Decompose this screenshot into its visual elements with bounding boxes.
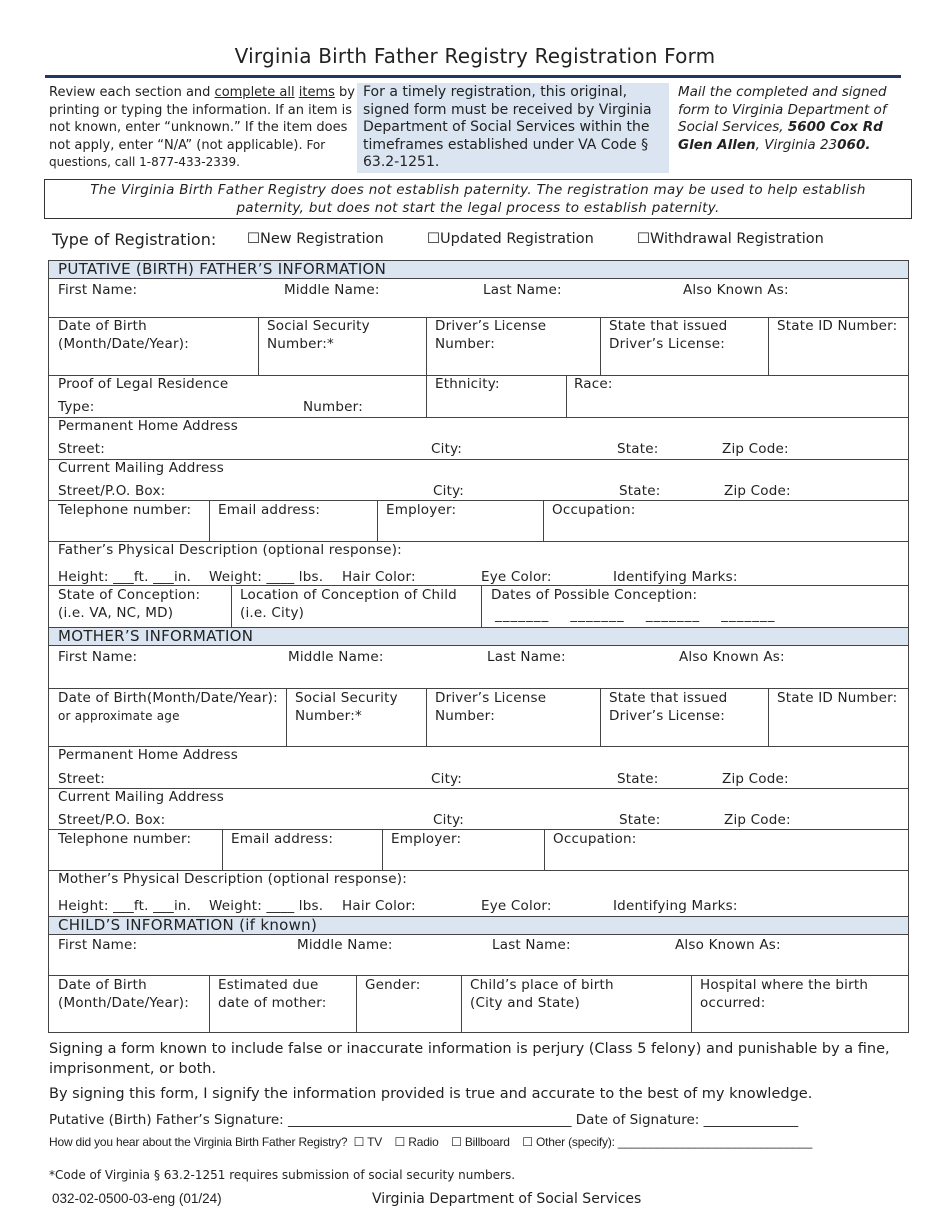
- title-rule: [45, 75, 901, 78]
- conception-dates-blanks[interactable]: _______ _______ _______ _______: [495, 607, 776, 623]
- divider: [544, 829, 545, 870]
- divider: [768, 317, 769, 375]
- divider: [382, 829, 383, 870]
- mother-perm-street-field[interactable]: Street:: [58, 771, 105, 787]
- divider: [566, 375, 567, 417]
- mother-identifying-marks-field[interactable]: Identifying Marks:: [613, 898, 738, 914]
- mailing-instructions: [678, 84, 906, 154]
- father-ssn-label-2: Number:*: [267, 335, 334, 352]
- child-place-of-birth-field[interactable]: [470, 977, 614, 1012]
- mailing-zip: 060.: [837, 136, 871, 153]
- conception-state-label: State of Conception:: [58, 587, 201, 603]
- mother-ssn-label-2: Number:*: [295, 707, 362, 724]
- child-aka-field[interactable]: Also Known As:: [675, 937, 781, 953]
- mother-dob-hint: or approximate age: [58, 708, 180, 723]
- father-ssn-field[interactable]: [267, 318, 370, 353]
- father-perm-street-field[interactable]: Street:: [58, 441, 105, 457]
- divider: [222, 829, 223, 870]
- father-ethnicity-field[interactable]: Ethnicity:: [435, 376, 500, 392]
- mother-phone-field[interactable]: Telephone number:: [58, 831, 192, 847]
- divider: [377, 500, 378, 541]
- mother-middle-name-field[interactable]: Middle Name:: [288, 649, 384, 665]
- father-email-field[interactable]: Email address:: [218, 502, 321, 518]
- father-residence-number-field[interactable]: Number:: [303, 399, 363, 415]
- father-height-field[interactable]: Height: ___ft. ___in.: [58, 569, 192, 585]
- mother-dl-state-field[interactable]: [609, 690, 727, 725]
- mother-dob-label: Date of Birth(Month/Date/Year):: [58, 690, 278, 706]
- registration-type-label: Type of Registration:: [52, 230, 217, 249]
- mother-state-id-field[interactable]: State ID Number:: [777, 690, 898, 706]
- mother-mail-address-label: Current Mailing Address: [58, 789, 224, 805]
- mother-ssn-field[interactable]: [295, 690, 398, 725]
- divider: [48, 975, 909, 976]
- father-perm-address-label: Permanent Home Address: [58, 418, 239, 434]
- mother-last-name-field[interactable]: Last Name:: [487, 649, 566, 665]
- divider: [768, 688, 769, 746]
- mother-perm-state-field[interactable]: State:: [617, 771, 659, 787]
- updated-registration-checkbox[interactable]: ☐Updated Registration: [427, 231, 594, 247]
- father-dl-label: Driver’s License: [435, 318, 547, 334]
- father-phone-field[interactable]: Telephone number:: [58, 502, 192, 518]
- withdrawal-registration-checkbox[interactable]: ☐Withdrawal Registration: [637, 231, 824, 247]
- father-perm-state-field[interactable]: State:: [617, 441, 659, 457]
- father-dl-state-label-2: Driver’s License:: [609, 335, 726, 352]
- father-race-field[interactable]: Race:: [574, 376, 613, 392]
- child-dob-label: Date of Birth: [58, 977, 147, 993]
- divider: [48, 1032, 909, 1033]
- mother-perm-zip-field[interactable]: Zip Code:: [722, 771, 789, 787]
- child-due-date-field[interactable]: [218, 977, 326, 1012]
- father-mail-city-field[interactable]: City:: [433, 483, 465, 499]
- mother-perm-city-field[interactable]: City:: [431, 771, 463, 787]
- divider: [48, 829, 909, 830]
- father-physical-description-label: Father’s Physical Description (optional response):: [58, 542, 402, 558]
- page-title: Virginia Birth Father Registry Registration Form: [234, 44, 716, 68]
- divider: [209, 975, 210, 1033]
- instructions: [49, 84, 359, 172]
- child-last-name-field[interactable]: Last Name:: [492, 937, 571, 953]
- instructions-phone: For questions, call 1-877-433-2339.: [49, 137, 326, 169]
- father-dl-field[interactable]: [435, 318, 546, 353]
- divider: [426, 317, 427, 375]
- father-last-name-field[interactable]: Last Name:: [483, 282, 562, 298]
- child-dob-format: (Month/Date/Year):: [58, 994, 189, 1011]
- child-hospital-field[interactable]: [700, 977, 868, 1012]
- father-dl-state-field[interactable]: [609, 318, 727, 353]
- new-registration-checkbox[interactable]: ☐New Registration: [247, 231, 384, 247]
- father-mail-address-label: Current Mailing Address: [58, 460, 224, 476]
- father-middle-name-field[interactable]: Middle Name:: [284, 282, 380, 298]
- father-state-id-field[interactable]: State ID Number:: [777, 318, 898, 334]
- child-due-label-2: date of mother:: [218, 994, 327, 1011]
- divider: [481, 585, 482, 627]
- mother-perm-address-label: Permanent Home Address: [58, 747, 239, 763]
- mother-mail-city-field[interactable]: City:: [433, 812, 465, 828]
- referral-source-checkboxes[interactable]: How did you hear about the Virginia Birth Father Registry? ☐ TV ☐ Radio ☐ Billboard ☐ Other (specify): ______________________________: [49, 1135, 813, 1149]
- attestation: By signing this form, I signify the information provided is true and accurate to the best of my knowledge.: [49, 1086, 813, 1102]
- father-first-name-field[interactable]: First Name:: [58, 282, 138, 298]
- child-middle-name-field[interactable]: Middle Name:: [297, 937, 393, 953]
- father-aka-field[interactable]: Also Known As:: [683, 282, 789, 298]
- mother-ssn-label: Social Security: [295, 690, 398, 706]
- mother-dl-label: Driver’s License: [435, 690, 547, 706]
- father-weight-field[interactable]: Weight: ____ lbs.: [209, 569, 324, 585]
- child-section-header: CHILD’S INFORMATION (if known): [48, 916, 909, 935]
- father-occupation-field[interactable]: Occupation:: [552, 502, 636, 518]
- divider: [286, 688, 287, 746]
- divider: [461, 975, 462, 1033]
- instructions-text-c: by printing or typing the information. If an item is not known, enter “unknown.” If the item does not apply, enter “N/A” (not applicable).: [49, 85, 355, 153]
- father-residence-type-field[interactable]: Type:: [58, 399, 95, 415]
- mother-dl-field[interactable]: [435, 690, 546, 725]
- mother-occupation-field[interactable]: Occupation:: [553, 831, 637, 847]
- child-dob-field[interactable]: [58, 977, 189, 1012]
- conception-location-field[interactable]: [240, 587, 457, 622]
- father-eye-color-field[interactable]: Eye Color:: [481, 569, 552, 585]
- perjury-warning: Signing a form known to include false or inaccurate information is perjury (Class 5 felony) and punishable by a fine, imprisonment, or both.: [49, 1041, 890, 1077]
- father-mail-zip-field[interactable]: Zip Code:: [724, 483, 791, 499]
- father-identifying-marks-field[interactable]: Identifying Marks:: [613, 569, 738, 585]
- father-section-header: PUTATIVE (BIRTH) FATHER’S INFORMATION: [48, 260, 909, 279]
- conception-dates-label: Dates of Possible Conception:: [491, 587, 698, 603]
- mother-mail-zip-field[interactable]: Zip Code:: [724, 812, 791, 828]
- father-hair-color-field[interactable]: Hair Color:: [342, 569, 416, 585]
- mother-height-field[interactable]: Height: ___ft. ___in.: [58, 898, 192, 914]
- mother-dl-state-label-2: Driver’s License:: [609, 707, 726, 724]
- divider: [426, 375, 427, 417]
- divider: [209, 500, 210, 541]
- mother-hair-color-field[interactable]: Hair Color:: [342, 898, 416, 914]
- mother-email-field[interactable]: Email address:: [231, 831, 334, 847]
- father-employer-field[interactable]: Employer:: [386, 502, 457, 518]
- child-hospital-label: Hospital where the birth: [700, 977, 869, 993]
- mother-mail-state-field[interactable]: State:: [619, 812, 661, 828]
- child-due-label: Estimated due: [218, 977, 319, 993]
- divider: [356, 975, 357, 1033]
- divider: [600, 317, 601, 375]
- divider: [258, 317, 259, 375]
- ssn-footnote: *Code of Virginia § 63.2-1251 requires submission of social security numbers.: [49, 1168, 516, 1182]
- divider: [426, 688, 427, 746]
- mailing-text-a: Mail the completed and signed form to Virginia Department of Social Services,: [678, 84, 887, 135]
- divider: [231, 585, 232, 627]
- instructions-text-a: Review each section and: [49, 85, 215, 100]
- mother-employer-field[interactable]: Employer:: [391, 831, 462, 847]
- paternity-notice: The Virginia Birth Father Registry does not establish paternity. The registration may be used to help establish paternity, but does not start the legal process to establish paternity.: [44, 179, 912, 219]
- divider: [48, 688, 909, 689]
- mother-first-name-field[interactable]: First Name:: [58, 649, 138, 665]
- divider: [691, 975, 692, 1033]
- child-pob-hint: (City and State): [470, 994, 580, 1011]
- father-ssn-label: Social Security: [267, 318, 370, 334]
- child-pob-label: Child’s place of birth: [470, 977, 614, 993]
- divider: [600, 688, 601, 746]
- timely-registration-note: For a timely registration, this original, signed form must be received by Virginia Department of Social Services within the timeframes established under VA Code § 63.2-1251.: [357, 83, 669, 173]
- father-proof-residence-label: Proof of Legal Residence: [58, 376, 229, 392]
- mailing-address: 5600 Cox Rd Glen Allen: [678, 119, 883, 153]
- father-dl-state-label: State that issued: [609, 318, 728, 334]
- agency-footer: Virginia Department of Social Services: [372, 1191, 642, 1207]
- conception-location-label: Location of Conception of Child: [240, 587, 457, 603]
- mother-dl-state-label: State that issued: [609, 690, 728, 706]
- signature-line[interactable]: Putative (Birth) Father’s Signature: __________________________________________ Date of Signature: ______________: [49, 1112, 799, 1128]
- mother-aka-field[interactable]: Also Known As:: [679, 649, 785, 665]
- mother-weight-field[interactable]: Weight: ____ lbs.: [209, 898, 324, 914]
- father-mail-state-field[interactable]: State:: [619, 483, 661, 499]
- conception-state-hint: (i.e. VA, NC, MD): [58, 604, 174, 621]
- father-dob-label: Date of Birth: [58, 318, 147, 334]
- instructions-underline-2: items: [298, 85, 335, 100]
- conception-location-hint: (i.e. City): [240, 604, 305, 621]
- form-number: 032-02-0500-03-eng (01/24): [52, 1191, 222, 1206]
- mother-dob-field[interactable]: [58, 690, 278, 725]
- father-dob-format: (Month/Date/Year):: [58, 335, 189, 352]
- mother-eye-color-field[interactable]: Eye Color:: [481, 898, 552, 914]
- father-perm-zip-field[interactable]: Zip Code:: [722, 441, 789, 457]
- mother-section-header: MOTHER’S INFORMATION: [48, 627, 909, 646]
- instructions-underline-1: complete all: [214, 85, 295, 100]
- mailing-text-c: , Virginia 23: [755, 136, 838, 153]
- father-mail-street-field[interactable]: Street/P.O. Box:: [58, 483, 166, 499]
- mother-mail-street-field[interactable]: Street/P.O. Box:: [58, 812, 166, 828]
- mother-dl-label-2: Number:: [435, 707, 495, 724]
- child-first-name-field[interactable]: First Name:: [58, 937, 138, 953]
- conception-state-field[interactable]: [58, 587, 200, 622]
- father-perm-city-field[interactable]: City:: [431, 441, 463, 457]
- mother-physical-description-label: Mother’s Physical Description (optional response):: [58, 871, 408, 887]
- child-hospital-label-2: occurred:: [700, 994, 766, 1011]
- father-dl-label-2: Number:: [435, 335, 495, 352]
- divider: [543, 500, 544, 541]
- child-gender-field[interactable]: Gender:: [365, 977, 421, 993]
- father-dob-field[interactable]: [58, 318, 189, 353]
- divider: [48, 500, 909, 501]
- divider: [48, 585, 909, 586]
